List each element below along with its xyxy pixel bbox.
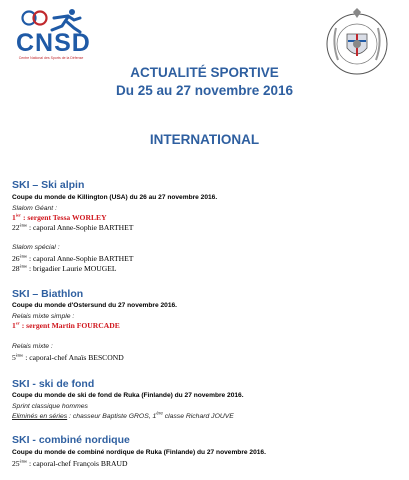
- event-slalom-geant: Slalom Géant :: [12, 205, 57, 212]
- result-rank-suffix: ème: [19, 263, 28, 269]
- section-heading-combine-nordique: SKI - combiné nordique: [12, 434, 130, 446]
- result-rank: 1: [12, 213, 16, 222]
- result-text: : brigadier Laurie MOUGEL: [27, 264, 117, 273]
- result-line: [12, 321, 120, 330]
- competition-killington: Coupe du monde de Killington (USA) du 26 au 27 novembre 2016.: [12, 194, 218, 201]
- result-text: : caporal-chef François BRAUD: [27, 459, 128, 468]
- eliminated-line: [12, 410, 234, 420]
- result-line: [12, 223, 133, 232]
- competition-ostersund: Coupe du monde d'Ostersund du 27 novembre 2016.: [12, 302, 177, 309]
- result-text: : sergent Martin FOURCADE: [19, 321, 120, 330]
- result-rank: 26: [12, 254, 20, 263]
- result-text: : caporal Anne-Sophie BARTHET: [27, 254, 134, 263]
- result-rank: 5: [12, 353, 16, 362]
- eliminated-sup: ère: [156, 410, 163, 416]
- result-line: [12, 213, 107, 222]
- page-date-range: Du 25 au 27 novembre 2016: [115, 83, 294, 98]
- result-rank-suffix: ème: [19, 222, 28, 228]
- result-rank-suffix: ème: [19, 253, 28, 259]
- eliminated-text: classe Richard JOUVE: [162, 413, 234, 420]
- competition-ruka-fond: Coupe du monde de ski de fond de Ruka (Finlande) du 27 novembre 2016.: [12, 392, 244, 399]
- result-rank-suffix: er: [15, 320, 20, 326]
- result-rank-suffix: ème: [15, 352, 24, 358]
- section-heading-biathlon: SKI – Biathlon: [12, 288, 84, 300]
- section-international: INTERNATIONAL: [149, 132, 260, 147]
- result-text: : caporal-chef Anaïs BESCOND: [23, 353, 124, 362]
- eliminated-label: Eliminés en séries: [12, 413, 68, 420]
- cnsd-logo-subtitle: Centre National des Sports de la Défense: [18, 56, 84, 60]
- section-heading-ski-alpin: SKI – Ski alpin: [12, 179, 85, 191]
- event-relais-mixte: Relais mixte :: [12, 343, 53, 350]
- result-line: [12, 264, 117, 273]
- result-line: [12, 254, 133, 263]
- event-slalom-special: Slalom spécial :: [12, 244, 60, 251]
- cnsd-logo: [16, 8, 91, 60]
- result-rank: 22: [12, 223, 20, 232]
- result-line: [12, 459, 127, 468]
- result-text: : sergent Tessa WORLEY: [21, 213, 107, 222]
- page-title: ACTUALITÉ SPORTIVE: [130, 65, 279, 80]
- event-sprint-classique: Sprint classique hommes: [12, 403, 88, 410]
- eliminated-text: : chasseur Baptiste GROS, 1: [67, 413, 157, 420]
- cnsd-logo-text: CNSD: [16, 29, 91, 57]
- result-rank: 1: [12, 321, 16, 330]
- result-rank: 28: [12, 264, 20, 273]
- competition-ruka-combine: Coupe du monde de combiné nordique de Ruka (Finlande) du 27 novembre 2016.: [12, 449, 266, 456]
- result-rank-suffix: ème: [19, 458, 28, 464]
- result-line: [12, 353, 124, 362]
- section-heading-ski-de-fond: SKI - ski de fond: [12, 378, 95, 390]
- result-rank-suffix: ier: [15, 212, 22, 218]
- result-text: : caporal Anne-Sophie BARTHET: [27, 223, 134, 232]
- result-rank: 25: [12, 459, 20, 468]
- event-relais-mixte-simple: Relais mixte simple :: [12, 313, 75, 320]
